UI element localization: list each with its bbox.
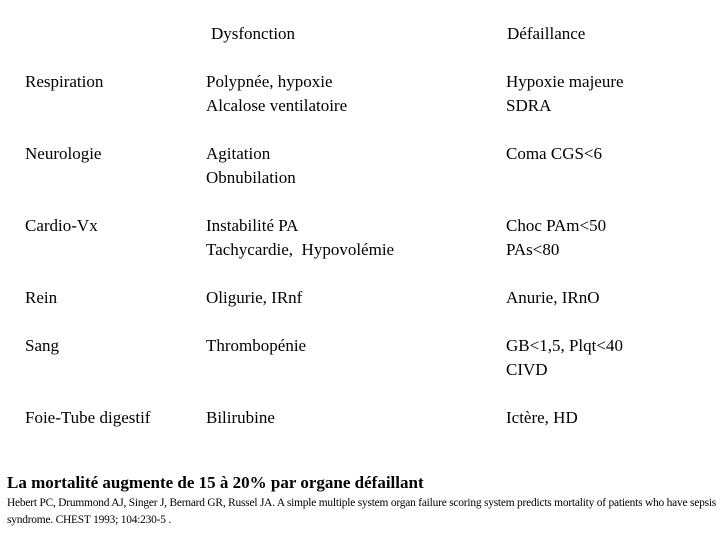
failure-cell xyxy=(506,70,624,118)
failure-cell xyxy=(506,406,578,430)
failure-line: Choc PAm<50 xyxy=(506,216,607,235)
failure-line: Hypoxie majeure xyxy=(506,72,624,91)
organ-label: Sang xyxy=(25,336,59,355)
reference-citation: Hebert PC, Drummond AJ, Singer J, Bernard GR, Russel JA. A simple multiple system organ failure scoring system predicts mortality of patients who have sepsis syndrome. CHEST 1993; 104:230-5 . xyxy=(7,497,717,526)
failure-cell xyxy=(506,286,599,310)
failure-line: CIVD xyxy=(506,360,548,379)
dysfunction-line: Instabilité PA xyxy=(206,216,299,235)
organ-label: Cardio-Vx xyxy=(25,216,98,235)
dysfunction-line: Thrombopénie xyxy=(206,336,307,355)
failure-cell xyxy=(506,334,623,382)
dysfunction-cell xyxy=(206,286,302,310)
dysfunction-cell xyxy=(206,70,347,118)
failure-cell xyxy=(506,142,602,166)
header-dysfonction: Dysfonction xyxy=(211,24,296,43)
dysfunction-line: Obnubilation xyxy=(206,168,296,187)
organ-label: Neurologie xyxy=(25,144,102,163)
dysfunction-cell xyxy=(206,142,296,190)
failure-line: Coma CGS<6 xyxy=(506,144,603,163)
mortality-statement: La mortalité augmente de 15 à 20% par organe défaillant xyxy=(7,473,424,492)
failure-line: SDRA xyxy=(506,96,552,115)
dysfunction-cell xyxy=(206,406,275,430)
failure-cell xyxy=(506,214,606,262)
dysfunction-line: Alcalose ventilatoire xyxy=(206,96,348,115)
organ-label: Rein xyxy=(25,288,58,307)
failure-line: PAs<80 xyxy=(506,240,560,259)
dysfunction-line: Tachycardie, Hypovolémie xyxy=(206,240,395,259)
organ-label: Respiration xyxy=(25,72,104,91)
dysfunction-line: Oligurie, IRnf xyxy=(206,288,303,307)
organ-label: Foie-Tube digestif xyxy=(25,408,151,427)
dysfunction-cell xyxy=(206,334,306,358)
dysfunction-cell xyxy=(206,214,394,262)
dysfunction-line: Agitation xyxy=(206,144,271,163)
failure-line: Ictère, HD xyxy=(506,408,578,427)
dysfunction-line: Polypnée, hypoxie xyxy=(206,72,333,91)
failure-line: GB<1,5, Plqt<40 xyxy=(506,336,623,355)
failure-line: Anurie, IRnO xyxy=(506,288,600,307)
dysfunction-line: Bilirubine xyxy=(206,408,275,427)
header-defaillance: Défaillance xyxy=(507,24,586,43)
